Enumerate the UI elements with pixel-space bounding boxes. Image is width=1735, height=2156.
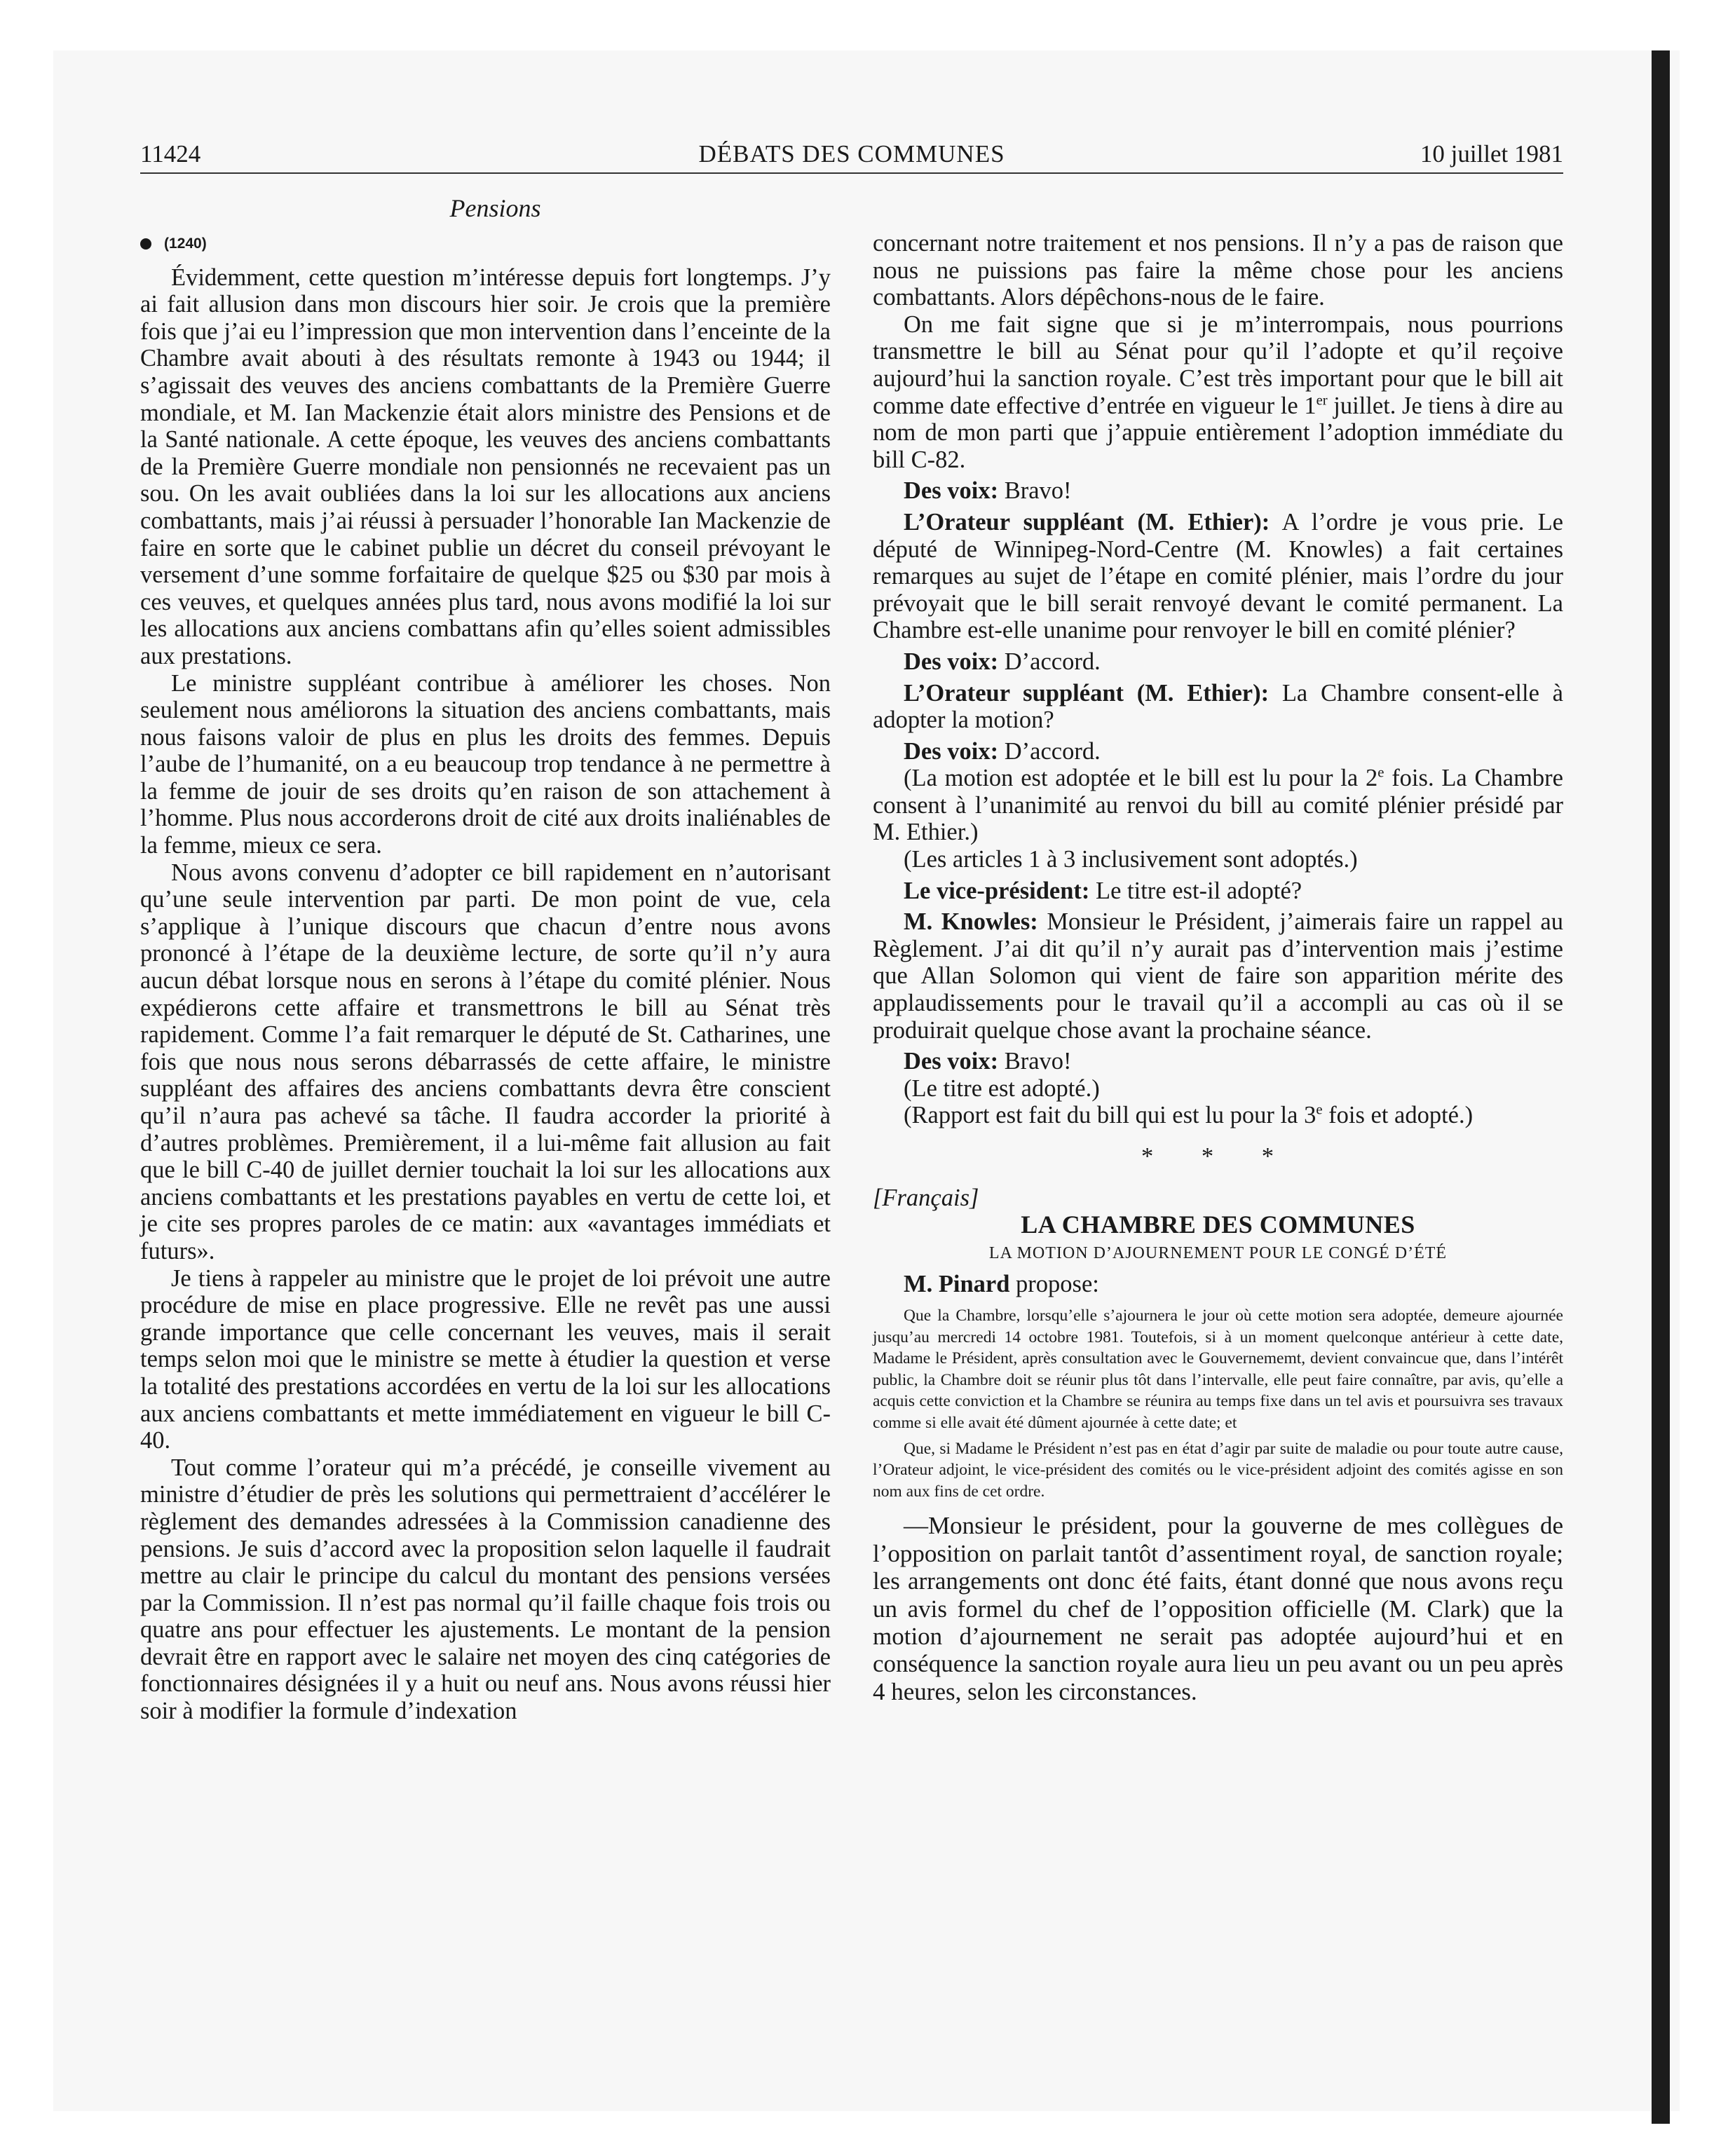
speaker: Des voix: (904, 1048, 999, 1075)
motion-text: Que la Chambre, lorsqu’elle s’ajournera le jour où cette motion sera adoptée, demeure ajournée jusqu’au mercredi 14 octobre 1981. Toutefois, si à un moment quelconque antérieur à cette date, Madame le Président, après consultation avec le Gouvernememt, devient convaincue que, dans l’intérêt public, la Chambre doit se réunir plus tôt dans l’intervalle, elle peut faire connaître, par avis, qu’elle a acquis cette conviction et la Chambre se réunira au temps fixe dans un tel avis et poursuivra ses travaux comme si elle avait été dûment ajournée à cette date; et (873, 1306, 1563, 1432)
timestamp-text: (1240) (164, 235, 207, 252)
procedural-note: (Rapport est fait du bill qui est lu pour la 3e fois et adopté.) (904, 1102, 1474, 1129)
speaker: Des voix: (904, 477, 999, 505)
speech: Le vice-président: Le titre est-il adopté? (904, 877, 1302, 904)
speaker: Le vice-président: (904, 877, 1090, 904)
speaker: Des voix: (904, 648, 999, 675)
paragraph: Nous avons convenu d’adopter ce bill rapidement en n’autorisant qu’une seule intervention par parti. De mon point de vue, cela s’applique à l’unique discours que chacun d’entre nous avons prononcé à l’étape de la deuxième lecture, de sorte qu’il n’y aura aucun débat lorsque nous en serons à l’étape du comité plénier. Nous expédierons cette affaire et transmettrons le bill au Sénat très rapidement. Comme l’a fait remarquer le député de St. Catharines, une fois que nous nous serons débarrassés de cette affaire, le ministre suppléant des affaires des anciens combattants devra être conscient qu’il n’aura pas achevé sa tâche. Il faudra accorder la priorité à d’autres problèmes. Premièrement, il a lui-même fait allusion au fait que le bill C-40 de juillet dernier touchait la loi sur les allocations aux anciens combattants et les prestations payables en vertu de cette loi, et je cite ses propres paroles de ce matin: aux «avantages immédiats et futurs». (140, 859, 831, 1264)
speech: Des voix: Bravo! (904, 1048, 1072, 1075)
procedural-note: (Les articles 1 à 3 inclusivement sont adoptés.) (904, 846, 1358, 873)
paragraph: Je tiens à rappeler au ministre que le projet de loi prévoit une autre procédure de mise en place progressive. Elle ne revêt pas une aussi grande importance que celle concernant les veuves, mais il serait temps selon moi que le ministre se mette à étudier la question et verse la totalité des prestations accordées en vertu de la loi sur les allocations aux anciens combattants et mette immédiatement en vigueur le bill C-40. (140, 1264, 831, 1454)
paragraph: concernant notre traitement et nos pensions. Il n’y a pas de raison que nous ne puissions pas faire la même chose pour les anciens combattants. Alors dépêchons-nous de le faire. (873, 230, 1563, 311)
section-subheading: LA MOTION D’AJOURNEMENT POUR LE CONGÉ D’ÉTÉ (988, 1243, 1448, 1262)
section-separator: * * * (1141, 1143, 1295, 1170)
speech: M. Knowles: Monsieur le Président, j’aimerais faire un rappel au Règlement. J’ai dit qu’il n’y aurait pas d’intervention mais j’estime que Allan Solomon qui vient de faire son apparition mérite des applaudissements pour le travail qu’il a accompli au cas où il se produirait quelque chose avant la prochaine séance. (873, 908, 1563, 1044)
scan-edge-bar (1652, 50, 1670, 2124)
procedural-note: (Le titre est adopté.) (904, 1074, 1100, 1102)
paragraph: Tout comme l’orateur qui m’a précédé, je conseille vivement au ministre d’étudier de près les solutions qui permettraient d’accélérer le règlement des demandes adressées à la Commission canadienne des pensions. Je suis d’accord avec la proposition selon laquelle il faudrait mettre au clair le principe du calcul du montant des pensions versées par la Commission. Il n’est pas normal qu’il faille chaque fois trois ou quatre ans pour effectuer les ajustements. Le montant de la pension devrait être en rapport avec le salaire net moyen des cinq catégories de fonctionnaires désignées il y a huit ou neuf ans. Nous avons réussi hier soir à modifier la formule d’indexation (140, 1454, 831, 1725)
timestamp (140, 232, 831, 256)
speech: Des voix: D’accord. (904, 737, 1101, 765)
speaker: L’Orateur suppléant (M. Ethier): (904, 679, 1270, 707)
bullet-dot-icon (140, 238, 151, 250)
speech: M. Pinard propose: (904, 1271, 1099, 1298)
paragraph: On me fait signe que si je m’interrompais, nous pourrions transmettre le bill au Sénat pour qu’il l’adopte et qu’il reçoive aujourd’hui la sanction royale. C’est très important pour que le bill ait comme date effective d’entrée en vigueur le 1er juillet. Je tiens à dire au nom de mon parti que j’appuie entièrement l’adoption immédiate du bill C-82. (873, 311, 1563, 473)
speech: L’Orateur suppléant (M. Ethier): La Chambre consent-elle à adopter la motion? (873, 679, 1563, 734)
paragraph: Le ministre suppléant contribue à améliorer les choses. Non seulement nous améliorons la situation des anciens combattants, mais nous faisons valoir de plus en plus les droits des femmes. Depuis l’aube de l’humanité, on a eu beaucoup trop tendance à ne permettre à la femme de jouir de ses droits qu’en raison de son attachement à l’homme. Plus nous accorderons droit de cité aux droits inaliénables de la femme, mieux ce sera. (140, 669, 831, 859)
speech: Des voix: Bravo! (904, 477, 1072, 505)
page-date: 10 juillet 1981 (1420, 140, 1563, 168)
header-rule (140, 172, 1563, 174)
speaker: L’Orateur suppléant (M. Ethier): (904, 508, 1270, 535)
page-header (140, 140, 1563, 174)
right-column (873, 230, 1563, 1705)
procedural-note: (La motion est adoptée et le bill est lu pour la 2e fois. La Chambre consent à l’unanimité au renvoi du bill au comité plénier présidé par M. Ethier.) (873, 765, 1563, 846)
language-tag: [Français] (873, 1184, 979, 1211)
speaker: M. Pinard (904, 1271, 1010, 1298)
section-title: Pensions (449, 194, 541, 222)
left-column (140, 195, 831, 1725)
speech: Des voix: D’accord. (904, 648, 1101, 675)
paragraph: Évidemment, cette question m’intéresse depuis fort longtemps. J’y ai fait allusion dans mon discours hier soir. Je crois que la première fois que j’ai eu l’impression que mon intervention dans l’enceinte de la Chambre avait abouti à des résultats remonte à 1943 ou 1944; il s’agissait des veuves des anciens combattants de la Première Guerre mondiale, et M. Ian Mackenzie était alors ministre des Pensions et de la Santé nationale. A cette époque, les veuves des anciens combattants de la Première Guerre mondiale non pensionnés ne recevaient pas un sou. On les avait oubliées dans la loi sur les allocations aux anciens combattants, mais j’ai réussi à persuader l’honorable Ian Mackenzie de faire en sorte que le cabinet publie un décret du conseil prévoyant le versement d’une somme forfaitaire de quelque $25 ou $30 par mois à ces veuves, et quelques années plus tard, nous avons modifié la loi sur les allocations aux anciens combattans afin qu’elles soient admissibles aux prestations. (140, 264, 831, 669)
motion-text: Que, si Madame le Président n’est pas en état d’agir par suite de maladie ou pour toute autre cause, l’Orateur adjoint, le vice-président des comités ou le vice-président adjoint des comités agisse en son nom aux fins de cet ordre. (873, 1439, 1563, 1501)
page-number: 11424 (140, 140, 201, 168)
paragraph: —Monsieur le président, pour la gouverne de mes collègues de l’opposition on parlait tantôt d’assentiment royal, de sanction royale; les arrangements ont donc été faits, étant donné que nous avons reçu un avis formel du chef de l’opposition officielle (M. Clark) que la motion d’ajournement ne serait pas adoptée aujourd’hui et en conséquence la sanction royale aura lieu un peu avant ou un peu après 4 heures, selon les circonstances. (873, 1512, 1563, 1705)
publication-title: DÉBATS DES COMMUNES (698, 140, 1005, 168)
speaker: Des voix: (904, 737, 999, 765)
section-heading: LA CHAMBRE DES COMMUNES (1021, 1210, 1415, 1239)
speech: L’Orateur suppléant (M. Ethier): A l’ordre je vous prie. Le député de Winnipeg-Nord-Centre (M. Knowles) a fait certaines remarques au sujet de l’étape en comité plénier, mais l’ordre du jour prévoyait que le bill serait renvoyé devant le comité permanent. La Chambre est-elle unanime pour renvoyer le bill en comité plénier? (873, 508, 1563, 644)
speaker: M. Knowles: (904, 908, 1038, 936)
